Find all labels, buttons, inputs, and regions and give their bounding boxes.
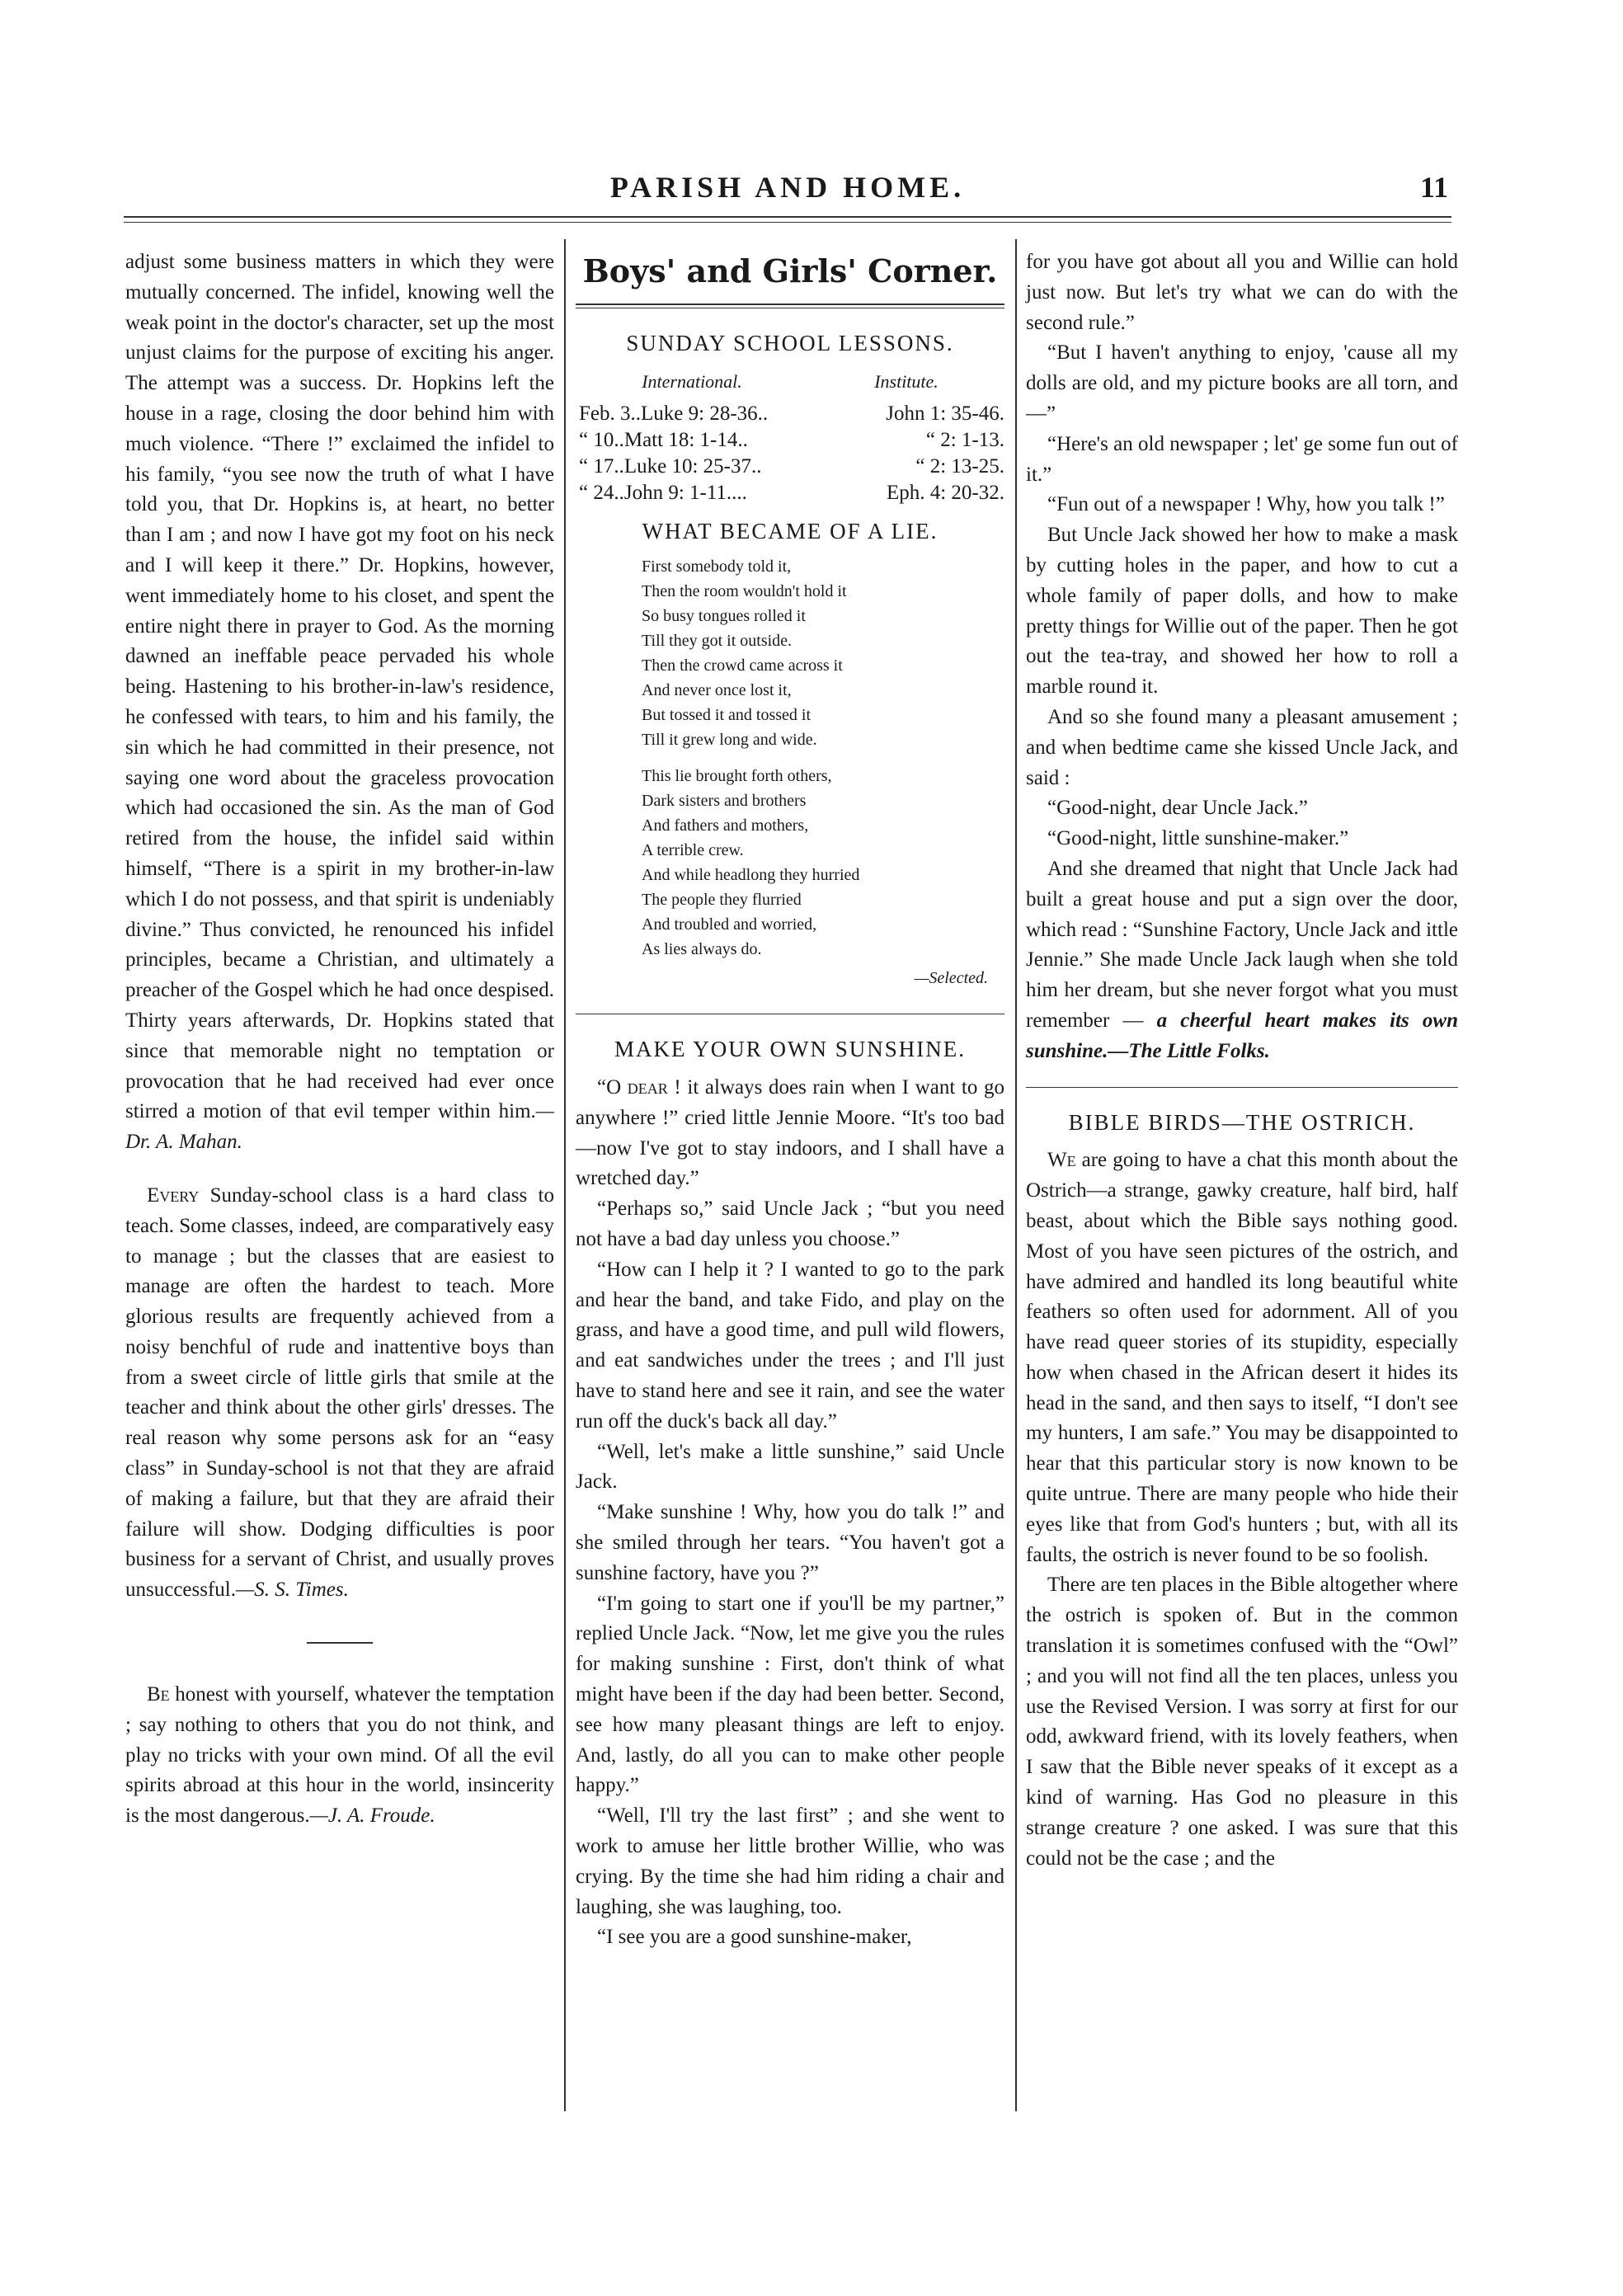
poem-line: Then the room wouldn't hold it (642, 582, 847, 601)
lesson-international: “ 10..Matt 18: 1-14.. (579, 428, 748, 451)
column-divider-1 (564, 239, 566, 2111)
poem-line: But tossed it and tossed it (642, 706, 811, 725)
story-paragraph: “Well, let's make a little sunshine,” said Uncle Jack. (576, 1440, 1004, 1494)
poem-line: Till it grew long and wide. (642, 731, 817, 750)
poem-title: WHAT BECAME OF A LIE. (642, 518, 939, 543)
story-paragraph: “Fun out of a newspaper ! Why, how you talk !” (1047, 493, 1445, 516)
poem (642, 554, 1004, 962)
attribution: —S. S. Times. (236, 1578, 349, 1602)
lesson-row (579, 454, 1004, 480)
poem-line: And never once lost it, (642, 681, 792, 700)
birds-title: BIBLE BIRDS—THE OSTRICH. (1068, 1109, 1416, 1135)
poem-line: And troubled and worried, (642, 915, 817, 934)
story-paragraph: “But I haven't anything to enjoy, 'cause all my dolls are old, and my picture books are all torn, and—” (1026, 341, 1458, 425)
corner-title: Boys' and Girls' Corner. (582, 252, 998, 289)
lesson-institute: Eph. 4: 20-32. (886, 481, 1004, 504)
poem-attribution: —Selected. (914, 969, 988, 988)
story-paragraph: “Here's an old newspaper ; let' ge some fun out of it.” (1026, 432, 1458, 486)
paragraph-text: ! it always does rain when I want to go anywhere !” cried little Jennie Moore. “It's too bad—now I've got to stay indoors, and I shall have a wretched day.” (576, 1075, 1004, 1190)
paragraph-text: are going to have a chat this month about the Ostrich—a strange, gawky creature, half bird, half beast, about which the Bible says nothing good. Most of you have seen pictures of the ostrich, and have admired and handled its long beautiful white feathers so often used for adornment. All of you have read queer stories of its stupidity, especially how when chased in the African desert it hides its head in the sand, and then says to itself, “I don't see my hunters, I am safe.” You may be disappointed to hear that this particular story is now known to be quite untrue. There are many people who hide their eyes like that from God's hunters ; but, with all its faults, the ostrich is never found to be so foolish. (1026, 1149, 1458, 1566)
story-moral: a cheerful heart makes its own sunshine.—The Little Folks. (1026, 1009, 1458, 1062)
poem-line: Till they got it outside. (642, 632, 793, 651)
section-rule (307, 1642, 373, 1644)
column-1 (125, 247, 554, 1832)
paragraph-text: honest with yourself, whatever the temptation ; say nothing to others that you do not think, and play no tricks with your own mind. Of all the evil spirits abroad at this hour in the world, insincerity is the most dangerous. (125, 1683, 554, 1828)
poem-line: Dark sisters and brothers (642, 792, 807, 811)
poem-line: This lie brought forth others, (642, 767, 832, 786)
story-paragraph (1026, 854, 1458, 1067)
lesson-row (579, 427, 1004, 454)
lessons-table (579, 401, 1004, 506)
column-divider-2 (1015, 239, 1017, 2111)
birds-paragraph: There are ten places in the Bible altogether where the ostrich is spoken of. But in the common translation it is sometimes confused with the “Owl” ; and you will not find all the ten places, unless you use the Revised Version. I was sorry at first for our odd, awkward friend, with its lovely feathers, when I saw that the Bible never speaks of it except as a kind of warning. Has God no pleasure in this strange creature ? one asked. I was sure that this could not be the case ; and the (1026, 1574, 1458, 1870)
page-header (124, 165, 1451, 214)
lesson-institute: “ 2: 13-25. (915, 454, 1004, 478)
story-paragraph (576, 1073, 1004, 1194)
lead-word: Every (147, 1183, 200, 1207)
lessons-title: SUNDAY SCHOOL LESSONS. (626, 331, 954, 355)
paragraph-text: Sunday-school class is a hard class to teach. Some classes, indeed, are comparatively easy to manage ; but the classes that are easiest to manage are often the hardest to teach. More glorious results are frequently achieved from a noisy benchful of rude and inattentive boys than from a sweet circle of little girls that smile at the teacher and think about the other girls' dresses. The real reason why some persons ask for an “easy class” in Sunday-school is not that they are afraid of making a failure, but that they are afraid their failure will show. Dodging difficulties is poor business for a servant of Christ, and usually proves unsuccessful. (125, 1183, 554, 1602)
poem-line: The people they flurried (642, 891, 802, 910)
paragraph-hopkins (125, 247, 554, 1158)
story-paragraph: And so she found many a pleasant amusement ; and when bedtime came she kissed Uncle Jack, and said : (1026, 705, 1458, 789)
paragraph-sunday-school (125, 1181, 554, 1606)
lesson-institute: John 1: 35-46. (886, 402, 1004, 425)
lesson-institute: “ 2: 1-13. (925, 428, 1004, 451)
poem-line: As lies always do. (642, 940, 762, 959)
story-paragraph: for you have got about all you and Willie can hold just now. But let's try what we can do with the second rule.” (1026, 251, 1458, 334)
attribution: —J. A. Froude. (309, 1804, 435, 1828)
poem-line: And while headlong they hurried (642, 866, 860, 885)
lessons-sub-international: International. (642, 370, 742, 392)
story-paragraph: “Make sunshine ! Why, how you do talk !” and she smiled through her tears. “You haven't got a sunshine factory, have you ?” (576, 1501, 1004, 1584)
lesson-international: Feb. 3..Luke 9: 28-36.. (579, 402, 769, 425)
story-paragraph: “Good-night, little sunshine-maker.” (1047, 827, 1349, 850)
lessons-sub-institute: Institute. (874, 370, 939, 392)
lesson-international: “ 17..Luke 10: 25-37.. (579, 454, 762, 478)
lesson-international: “ 24..John 9: 1-11.... (579, 481, 747, 504)
paragraph-honest (125, 1680, 554, 1832)
lesson-row (579, 480, 1004, 506)
poem-line: And fathers and mothers, (642, 816, 809, 835)
header-rule (124, 216, 1451, 223)
poem-line: First somebody told it, (642, 558, 792, 576)
story-paragraph: But Uncle Jack showed her how to make a mask by cutting holes in the paper, and how to cut a whole family of paper dolls, and how to make pretty things for Willie out of the paper. Then he got out the tea-tray, and showed her how to roll a marble round it. (1026, 524, 1458, 699)
paragraph-text: And she dreamed that night that Uncle Jack had built a great house and put a sign over the door, which read : “Sunshine Factory, Uncle Jack and ittle Jennie.” She made Uncle Jack laugh when she told him her dream, but she never forgot what you must remember — (1026, 857, 1458, 1032)
paragraph-text: adjust some business matters in which they were mutually concerned. The infidel, knowing well the weak point in the doctor's character, set up the most unjust claims for the purpose of exciting his anger. The attempt was a success. Dr. Hopkins left the house in a rage, closing the door behind him with much violence. “There !” exclaimed the infidel to his family, “you see now the truth of what I have told you, that Dr. Hopkins is, at heart, no better than I am ; and now I have got my foot on his neck and I will keep it there.” Dr. Hopkins, however, went immediately home to his closet, and spent the entire night there in prayer to God. As the morning dawned an ineffable peace pervaded his whole being. Hastening to his brother-in-law's residence, he confessed with tears, to him and his family, the sin which he had committed in their presence, not saying one word about the graceless provocation which had occasioned the sin. As the man of God retired from the house, the infidel said within himself, “There is a spirit in my brother-in-law which I do not possess, and that spirit is undeniably divine.” Thus convicted, he renounced his infidel principles, became a Christian, and ultimately a preacher of the Gospel which he had once despised. Thirty years afterwards, Dr. Hopkins stated that since that memorable night no temptation or provocation that he had received had ever once stirred a motion of that evil temper within him. (125, 251, 554, 1123)
poem-line: Then the crowd came across it (642, 656, 843, 675)
story-paragraph: “Well, I'll try the last first” ; and she went to work to amuse her little brother Willie, who was crying. By the time she had him riding a chair and laughing, she was laughing, too. (576, 1804, 1004, 1918)
lead-word: Be (147, 1683, 170, 1706)
section-rule (1026, 1087, 1458, 1088)
poem-line: So busy tongues rolled it (642, 607, 806, 626)
birds-paragraph (1026, 1146, 1458, 1570)
attribution: —Dr. A. Mahan. (125, 1100, 554, 1154)
column-2 (576, 247, 1004, 1953)
story-paragraph: “How can I help it ? I wanted to go to the park and hear the band, and take Fido, and play on the grass, and have a good time, and pull wild flowers, and eat sandwiches under the trees ; and I'll just have to stand here and see it rain, and see the water run off the duck's back all day.” (576, 1258, 1004, 1433)
running-title: PARISH AND HOME. (609, 171, 966, 204)
story-paragraph: “I'm going to start one if you'll be my partner,” replied Uncle Jack. “Now, let me give you the rules for making sunshine : First, don't think of what might have been if the day had been better. Second, see how many pleasant things are left to enjoy. And, lastly, do all you can to make other people happy.” (576, 1592, 1004, 1797)
corner-rule (576, 303, 1004, 308)
poem-line: A terrible crew. (642, 841, 744, 860)
story-paragraph: “Perhaps so,” said Uncle Jack ; “but you need not have a bad day unless you choose.” (576, 1197, 1004, 1250)
column-3 (1026, 247, 1458, 1874)
lead-word: “O dear (597, 1075, 668, 1099)
story-paragraph: “I see you are a good sunshine-maker, (597, 1926, 912, 1949)
lessons-subheads (576, 367, 1004, 398)
stanza-gap (642, 752, 1004, 764)
lead-word: We (1047, 1149, 1076, 1172)
story-title: MAKE YOUR OWN SUNSHINE. (614, 1037, 966, 1062)
page-number: 11 (1419, 171, 1448, 204)
lesson-row (579, 401, 1004, 427)
story-paragraph: “Good-night, dear Uncle Jack.” (1047, 797, 1308, 820)
